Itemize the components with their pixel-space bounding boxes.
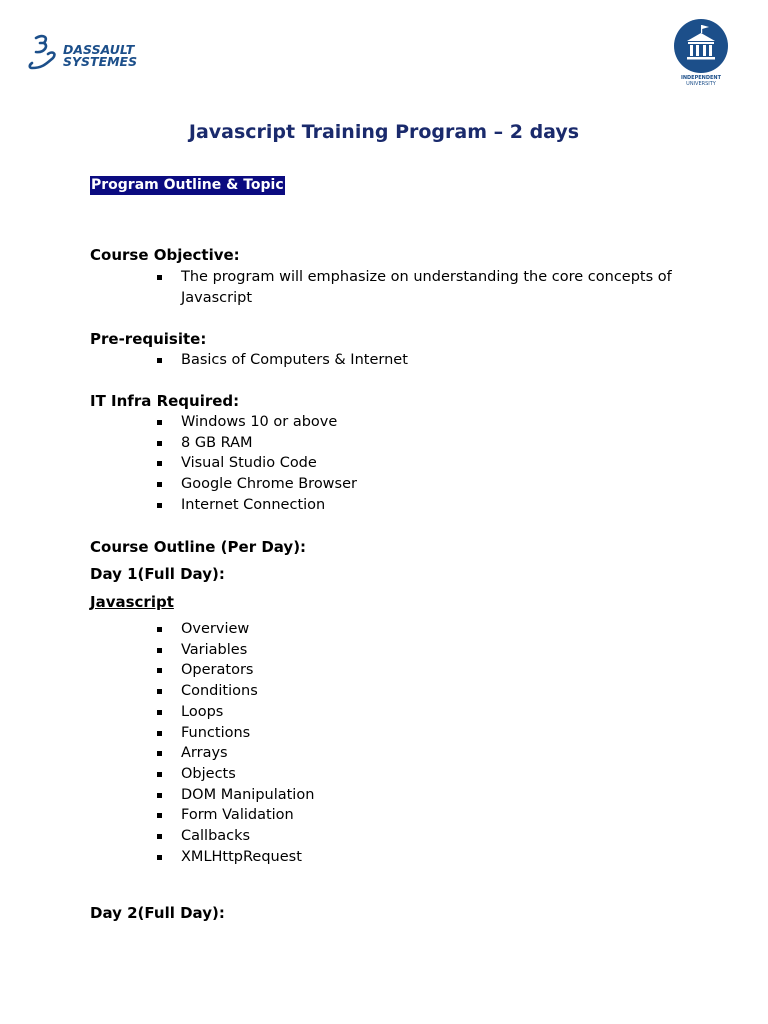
it-infra-heading: IT Infra Required: bbox=[90, 392, 240, 410]
list-item bbox=[157, 495, 697, 516]
bullet-icon bbox=[157, 689, 162, 694]
bullet-icon bbox=[157, 793, 162, 798]
list-item-text: The program will emphasize on understanding the core concepts of Javascript bbox=[181, 269, 672, 306]
list-item bbox=[157, 267, 697, 308]
bullet-icon bbox=[157, 461, 162, 466]
prerequisite-heading: Pre-requisite: bbox=[90, 330, 207, 348]
bullet-icon bbox=[157, 275, 162, 280]
it-infra-list bbox=[157, 412, 697, 516]
list-item bbox=[157, 785, 697, 806]
course-objective-list bbox=[157, 267, 697, 308]
list-item bbox=[157, 847, 697, 868]
list-item-text: Loops bbox=[181, 703, 224, 720]
list-item-text: Google Chrome Browser bbox=[181, 476, 357, 493]
list-item-text: DOM Manipulation bbox=[181, 786, 315, 803]
list-item bbox=[157, 453, 697, 474]
list-item-text: Arrays bbox=[181, 745, 228, 762]
logo-caption-line1: INDEPENDENT bbox=[680, 75, 722, 81]
list-item bbox=[157, 764, 697, 785]
list-item-text: Objects bbox=[181, 765, 236, 782]
university-building-icon bbox=[671, 19, 731, 87]
list-item-text: Variables bbox=[181, 641, 248, 658]
list-item-text: Form Validation bbox=[181, 807, 294, 824]
list-item-text: Internet Connection bbox=[181, 496, 326, 513]
bullet-icon bbox=[157, 772, 162, 777]
list-item-text: Operators bbox=[181, 662, 254, 679]
program-outline-label: Program Outline & Topic bbox=[91, 177, 284, 193]
logo-text-dassault: DASSAULT bbox=[63, 42, 135, 57]
bullet-icon bbox=[157, 731, 162, 736]
bullet-icon bbox=[157, 648, 162, 653]
university-logo bbox=[671, 19, 731, 87]
document-title: Javascript Training Program – 2 days bbox=[188, 121, 580, 143]
day1-topic-list bbox=[157, 619, 697, 867]
list-item bbox=[157, 412, 697, 433]
bullet-icon bbox=[157, 668, 162, 673]
bullet-icon bbox=[157, 503, 162, 508]
list-item bbox=[157, 826, 697, 847]
bullet-icon bbox=[157, 358, 162, 363]
list-item bbox=[157, 619, 697, 640]
list-item-text: Basics of Computers & Internet bbox=[181, 352, 408, 368]
prerequisite-list bbox=[157, 350, 697, 371]
course-objective-heading: Course Objective: bbox=[90, 246, 240, 264]
bullet-icon bbox=[157, 813, 162, 818]
list-item bbox=[157, 743, 697, 764]
day1-heading: Day 1(Full Day): bbox=[90, 565, 225, 583]
day1-subject: Javascript bbox=[90, 593, 174, 611]
list-item bbox=[157, 723, 697, 744]
list-item bbox=[157, 702, 697, 723]
logo-caption-line2: UNIVERSITY bbox=[686, 81, 716, 87]
bullet-icon bbox=[157, 420, 162, 425]
day2-heading: Day 2(Full Day): bbox=[90, 904, 225, 922]
bullet-icon bbox=[157, 751, 162, 756]
bullet-icon bbox=[157, 441, 162, 446]
list-item bbox=[157, 350, 697, 371]
bullet-icon bbox=[157, 834, 162, 839]
list-item-text: Callbacks bbox=[181, 828, 251, 845]
list-item bbox=[157, 805, 697, 826]
list-item-text: XMLHttpRequest bbox=[181, 848, 302, 865]
list-item-text: Functions bbox=[181, 724, 251, 741]
bullet-icon bbox=[157, 855, 162, 860]
list-item-text: Overview bbox=[181, 621, 250, 637]
bullet-icon bbox=[157, 710, 162, 715]
list-item-text: Visual Studio Code bbox=[181, 455, 317, 472]
course-outline-heading: Course Outline (Per Day): bbox=[90, 538, 307, 556]
list-item bbox=[157, 681, 697, 702]
3ds-logo-icon bbox=[27, 33, 152, 73]
list-item-text: Conditions bbox=[181, 683, 258, 700]
list-item bbox=[157, 640, 697, 661]
logo-text-systemes: SYSTEMES bbox=[63, 54, 138, 69]
dassault-systemes-logo bbox=[27, 33, 152, 73]
list-item-text: Windows 10 or above bbox=[181, 414, 338, 430]
list-item bbox=[157, 660, 697, 681]
bullet-icon bbox=[157, 482, 162, 487]
list-item-text: 8 GB RAM bbox=[181, 434, 253, 451]
bullet-icon bbox=[157, 627, 162, 632]
list-item bbox=[157, 474, 697, 495]
list-item bbox=[157, 433, 697, 454]
